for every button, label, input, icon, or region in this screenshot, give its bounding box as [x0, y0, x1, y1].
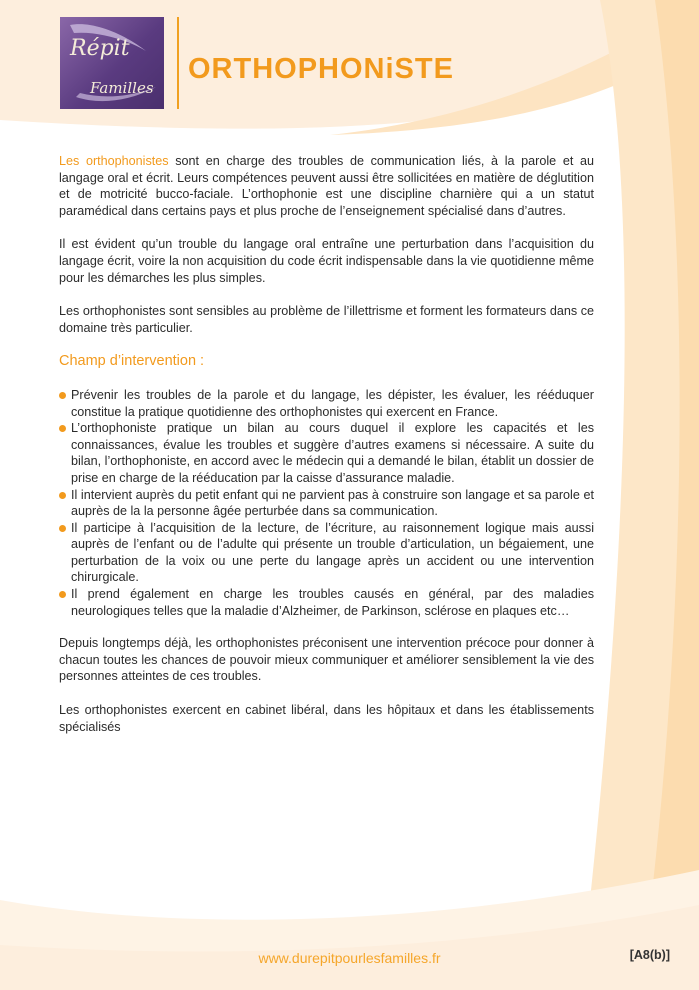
bullet-dot-icon — [59, 392, 66, 399]
list-item-text: Il intervient auprès du petit enfant qui ne parvient pas à construire son langage et sa parole et auprès de la la personne âgée perturbée dans sa communication. — [71, 487, 594, 519]
paragraph-5: Les orthophonistes exercent en cabinet libéral, dans les hôpitaux et dans les établissements spécialisés — [59, 703, 594, 734]
page-reference: [A8(b)] — [629, 948, 670, 962]
paragraph-3: Les orthophonistes sont sensibles au problème de l’illettrisme et forment les formateurs dans ce domaine très particulier. — [59, 304, 594, 335]
list-item — [59, 487, 594, 520]
list-item-text: Prévenir les troubles de la parole et du langage, les dépister, les évaluer, les rééduquer constitue la pratique quotidienne des orthophonistes qui exercent en France. — [71, 387, 594, 419]
list-item — [59, 420, 594, 486]
footer-website-link[interactable]: www.durepitpourlesfamilles.fr — [258, 950, 441, 966]
list-item — [59, 586, 594, 619]
section-heading: Champ d’intervention : — [59, 353, 205, 370]
bullet-dot-icon — [59, 591, 66, 598]
logo-text-line2: Familles — [90, 79, 154, 97]
logo — [60, 17, 164, 109]
main-content — [59, 153, 594, 752]
intro-paragraph — [59, 153, 594, 219]
list-item-text: Il participe à l’acquisition de la lecture, de l’écriture, au raisonnement logique mais aussi auprès de l’enfant ou de l’adulte qui présente un trouble d’articulation, un bégaiement, une perturbation de la voix ou une perte du langage après un accident ou une intervention chirurgicale. — [71, 520, 594, 585]
list-item — [59, 520, 594, 586]
paragraph-4: Depuis longtemps déjà, les orthophonistes préconisent une intervention précoce pour donner à chacun toutes les chances de pouvoir mieux communiquer et améliorer sensiblement la vie des personnes atteintes de ces troubles. — [59, 636, 594, 684]
bullet-list — [59, 387, 594, 619]
list-item — [59, 387, 594, 420]
bullet-dot-icon — [59, 425, 66, 432]
bullet-dot-icon — [59, 492, 66, 499]
list-item-text: L’orthophoniste pratique un bilan au cours duquel il explore les capacités et les connaissances, évalue les troubles et suggère d’autres examens si nécessaire. A suite du bilan, l’orthophoniste, en accord avec le médecin qui a demandé le bilan, établit un dossier de prise en charge de la rééducation par la caisse d’assurance maladie. — [71, 421, 594, 485]
list-item-text: Il prend également en charge les troubles causés en général, par des maladies neurologiques telles que la maladie d’Alzheimer, de Parkinson, sclérose en plaques etc… — [71, 587, 594, 618]
title-divider — [177, 17, 179, 109]
intro-highlight: Les orthophonistes — [59, 154, 169, 168]
paragraph-2: Il est évident qu’un trouble du langage oral entraîne une perturbation dans l’acquisition du langage écrit, voire la non acquisition du code écrit indispensable dans la vie quotidienne même pour les démarches les plus simples. — [59, 237, 594, 285]
page-title: ORTHOPHONiSTE — [188, 53, 454, 85]
logo-text-line1: Répit — [70, 36, 130, 61]
bullet-dot-icon — [59, 525, 66, 532]
intro-text: sont en charge des troubles de communication liés, à la parole et au langage oral et écrit. Leurs compétences peuvent aussi être sollicitées en matière de déglutition et de motricité bucco-faciale. L’orthophonie est une discipline charnière qui a un statut paramédical dans certains pays et plus proche de l’enseignement spécialisé dans d’autres. — [59, 154, 595, 218]
